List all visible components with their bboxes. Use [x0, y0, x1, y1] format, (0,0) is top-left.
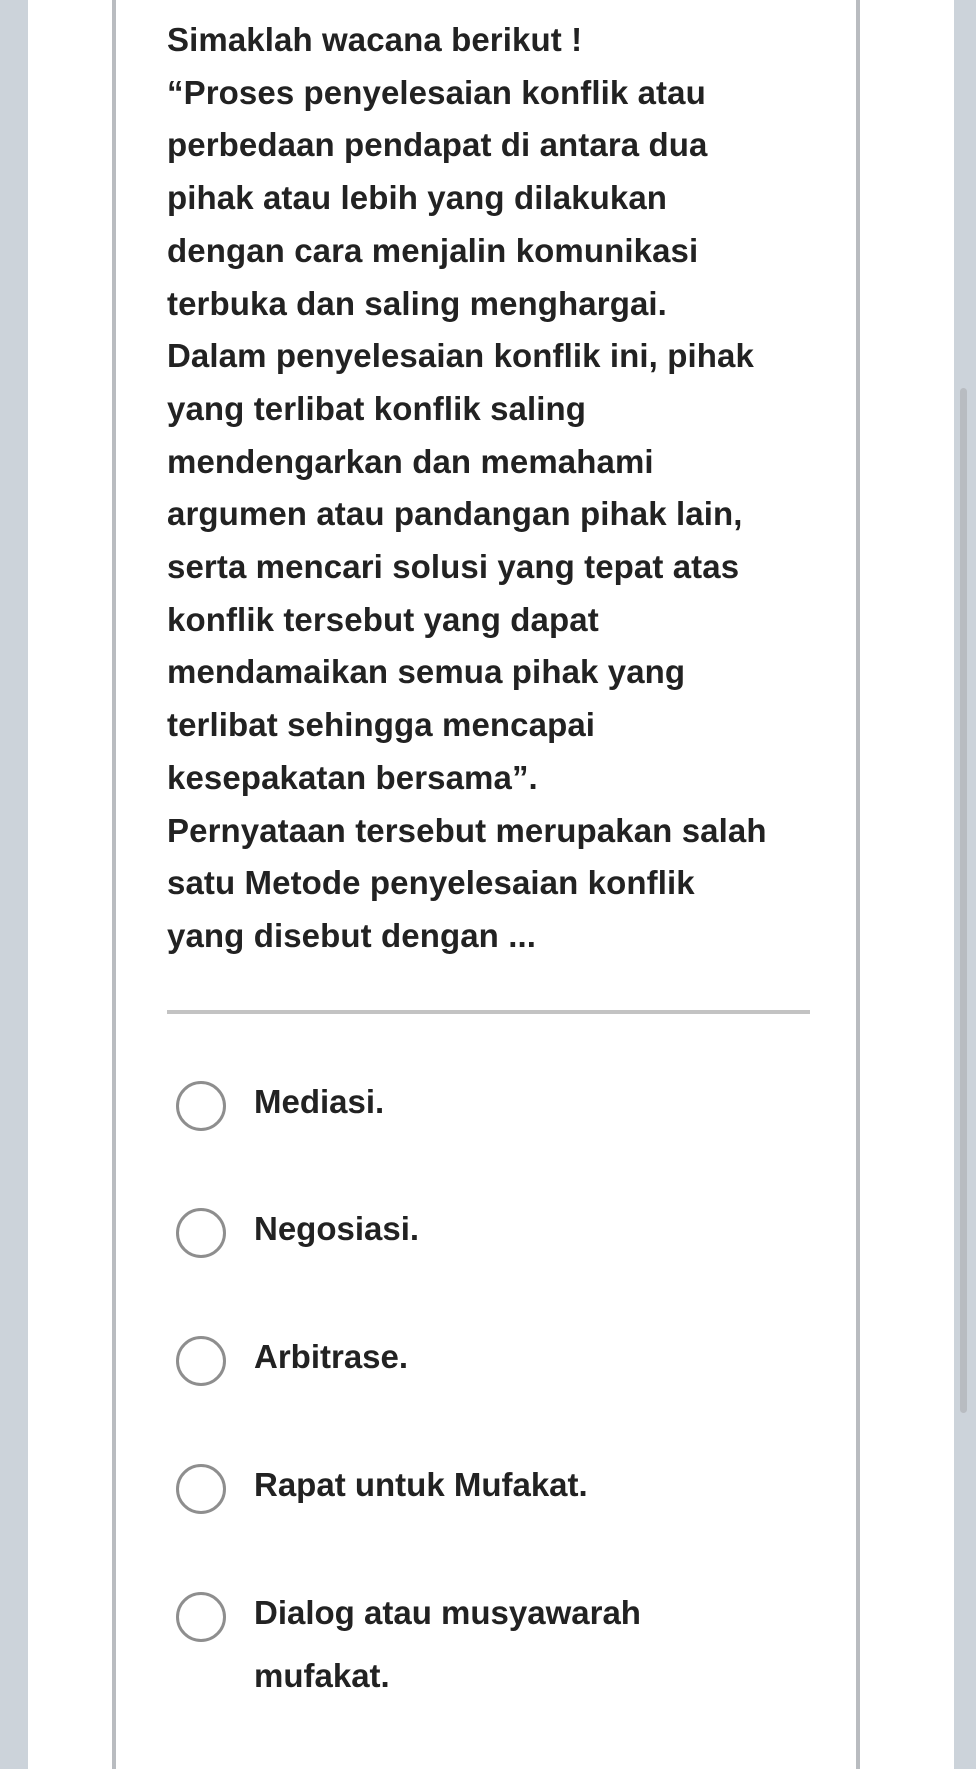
option-label: Negosiasi. — [254, 1210, 420, 1247]
question-line: dengan cara menjalin komunikasi — [167, 231, 699, 269]
question-line: pihak atau lebih yang dilakukan — [167, 179, 668, 217]
radio-button[interactable] — [176, 1208, 226, 1258]
question-line: satu Metode penyelesaian konflik — [167, 864, 695, 902]
question-divider — [167, 1010, 810, 1014]
question-line: yang disebut dengan ... — [167, 916, 537, 954]
vertical-scrollbar[interactable] — [960, 388, 967, 1413]
question-line: Pernyataan tersebut merupakan salah — [167, 811, 767, 849]
answer-option-negosiasi[interactable] — [176, 1205, 816, 1260]
radio-button[interactable] — [176, 1081, 226, 1131]
question-line: mendamaikan semua pihak yang — [167, 653, 686, 691]
option-label: Rapat untuk Mufakat. — [254, 1466, 588, 1503]
question-line: yang terlibat konflik saling — [167, 389, 587, 427]
answer-option-rapat-untuk-mufakat[interactable] — [176, 1461, 816, 1516]
question-line: terlibat sehingga mencapai — [167, 706, 596, 744]
question-line: serta mencari solusi yang tepat atas — [167, 548, 740, 586]
option-label-line: Dialog atau musyawarah — [254, 1594, 641, 1631]
option-label — [254, 1581, 641, 1707]
question-line: “Proses penyelesaian konflik atau — [167, 73, 706, 111]
answer-option-mediasi[interactable] — [176, 1078, 816, 1133]
question-line: perbedaan pendapat di antara dua — [167, 126, 708, 164]
radio-button[interactable] — [176, 1464, 226, 1514]
answer-option-arbitrase[interactable] — [176, 1333, 816, 1388]
question-line: terbuka dan saling menghargai. — [167, 284, 667, 322]
question-text — [167, 14, 827, 963]
radio-button[interactable] — [176, 1592, 226, 1642]
option-label: Arbitrase. — [254, 1338, 409, 1375]
question-line: argumen atau pandangan pihak lain, — [167, 495, 743, 533]
answer-option-dialog-musyawarah-mufakat[interactable] — [176, 1589, 816, 1707]
question-line: kesepakatan bersama”. — [167, 758, 538, 796]
option-label: Mediasi. — [254, 1083, 385, 1120]
question-line: konflik tersebut yang dapat — [167, 600, 599, 638]
question-line: Dalam penyelesaian konflik ini, pihak — [167, 337, 754, 375]
option-label-line: mufakat. — [254, 1657, 390, 1694]
radio-button[interactable] — [176, 1336, 226, 1386]
question-line: Simaklah wacana berikut ! — [167, 21, 583, 58]
question-line: mendengarkan dan memahami — [167, 442, 654, 480]
